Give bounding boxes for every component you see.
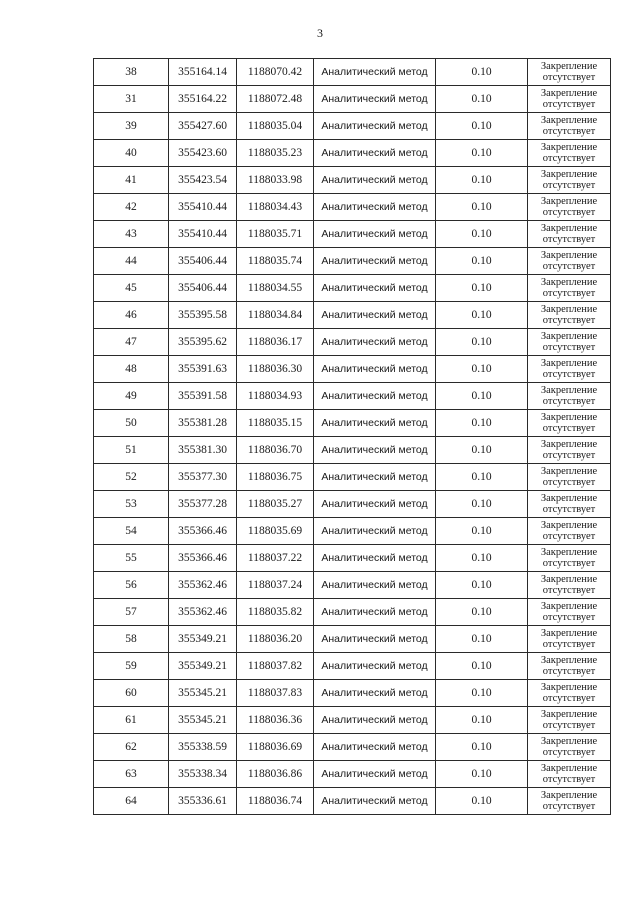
method-cell: Аналитический метод	[314, 113, 436, 140]
table-row	[94, 86, 611, 113]
method-cell: Аналитический метод	[314, 518, 436, 545]
fixation-text: Закрепление	[540, 385, 598, 396]
coordinate-y-cell: 1188033.98	[237, 167, 314, 194]
method-cell: Аналитический метод	[314, 680, 436, 707]
accuracy-cell: 0.10	[436, 518, 528, 545]
fixation-cell	[528, 356, 611, 383]
fixation-text: Закрепление	[540, 601, 598, 612]
table-row	[94, 356, 611, 383]
coordinate-x-cell: 355338.59	[169, 734, 237, 761]
accuracy-cell: 0.10	[436, 680, 528, 707]
point-number-cell: 38	[94, 59, 169, 86]
coordinate-x-cell: 355349.21	[169, 626, 237, 653]
table-row	[94, 248, 611, 275]
fixation-cell	[528, 680, 611, 707]
fixation-text: отсутствует	[542, 747, 596, 758]
method-cell: Аналитический метод	[314, 86, 436, 113]
coordinate-x-cell: 355164.14	[169, 59, 237, 86]
fixation-text: отсутствует	[542, 423, 596, 434]
fixation-text: отсутствует	[542, 234, 596, 245]
table-row	[94, 410, 611, 437]
table-row	[94, 653, 611, 680]
fixation-cell	[528, 275, 611, 302]
table-row	[94, 59, 611, 86]
fixation-text: Закрепление	[540, 169, 598, 180]
fixation-text: Закрепление	[540, 736, 598, 747]
method-cell: Аналитический метод	[314, 626, 436, 653]
accuracy-cell: 0.10	[436, 707, 528, 734]
fixation-cell	[528, 626, 611, 653]
table-row	[94, 221, 611, 248]
coordinate-x-cell: 355377.28	[169, 491, 237, 518]
table-row	[94, 329, 611, 356]
method-cell: Аналитический метод	[314, 248, 436, 275]
coordinate-y-cell: 1188036.69	[237, 734, 314, 761]
fixation-cell	[528, 140, 611, 167]
fixation-cell	[528, 194, 611, 221]
coordinate-y-cell: 1188036.70	[237, 437, 314, 464]
accuracy-cell: 0.10	[436, 275, 528, 302]
coordinate-x-cell: 355395.58	[169, 302, 237, 329]
fixation-text: отсутствует	[542, 801, 596, 812]
fixation-text: отсутствует	[542, 531, 596, 542]
fixation-text: отсутствует	[542, 369, 596, 380]
fixation-text: Закрепление	[540, 250, 598, 261]
method-cell: Аналитический метод	[314, 599, 436, 626]
point-number-cell: 58	[94, 626, 169, 653]
point-number-cell: 55	[94, 545, 169, 572]
coordinate-x-cell: 355362.46	[169, 599, 237, 626]
accuracy-cell: 0.10	[436, 599, 528, 626]
fixation-text: Закрепление	[540, 763, 598, 774]
table-row	[94, 437, 611, 464]
fixation-cell	[528, 302, 611, 329]
accuracy-cell: 0.10	[436, 626, 528, 653]
coordinate-x-cell: 355410.44	[169, 194, 237, 221]
fixation-text: отсутствует	[542, 261, 596, 272]
point-number-cell: 52	[94, 464, 169, 491]
fixation-text: Закрепление	[540, 709, 598, 720]
point-number-cell: 49	[94, 383, 169, 410]
accuracy-cell: 0.10	[436, 761, 528, 788]
accuracy-cell: 0.10	[436, 464, 528, 491]
fixation-text: отсутствует	[542, 126, 596, 137]
point-number-cell: 48	[94, 356, 169, 383]
fixation-text: отсутствует	[542, 180, 596, 191]
fixation-text: Закрепление	[540, 655, 598, 666]
fixation-cell	[528, 86, 611, 113]
point-number-cell: 53	[94, 491, 169, 518]
method-cell: Аналитический метод	[314, 653, 436, 680]
coordinate-x-cell: 355395.62	[169, 329, 237, 356]
fixation-text: отсутствует	[542, 342, 596, 353]
coordinate-x-cell: 355336.61	[169, 788, 237, 815]
coordinate-y-cell: 1188036.75	[237, 464, 314, 491]
coordinate-x-cell: 355391.63	[169, 356, 237, 383]
fixation-text: отсутствует	[542, 720, 596, 731]
table-row	[94, 275, 611, 302]
coordinate-x-cell: 355349.21	[169, 653, 237, 680]
fixation-cell	[528, 707, 611, 734]
table-row	[94, 167, 611, 194]
coordinate-y-cell: 1188036.86	[237, 761, 314, 788]
table-row	[94, 599, 611, 626]
point-number-cell: 50	[94, 410, 169, 437]
fixation-cell	[528, 437, 611, 464]
table-row	[94, 464, 611, 491]
coordinate-y-cell: 1188037.82	[237, 653, 314, 680]
table-row	[94, 707, 611, 734]
fixation-cell	[528, 383, 611, 410]
fixation-text: Закрепление	[540, 223, 598, 234]
coordinate-x-cell: 355423.54	[169, 167, 237, 194]
point-number-cell: 45	[94, 275, 169, 302]
table-row	[94, 734, 611, 761]
fixation-cell	[528, 491, 611, 518]
coordinate-y-cell: 1188034.84	[237, 302, 314, 329]
fixation-text: Закрепление	[540, 304, 598, 315]
point-number-cell: 39	[94, 113, 169, 140]
point-number-cell: 46	[94, 302, 169, 329]
fixation-text: Закрепление	[540, 358, 598, 369]
fixation-text: Закрепление	[540, 682, 598, 693]
fixation-text: отсутствует	[542, 666, 596, 677]
coordinate-y-cell: 1188036.17	[237, 329, 314, 356]
accuracy-cell: 0.10	[436, 572, 528, 599]
point-number-cell: 64	[94, 788, 169, 815]
coordinate-x-cell: 355391.58	[169, 383, 237, 410]
coordinate-x-cell: 355345.21	[169, 707, 237, 734]
method-cell: Аналитический метод	[314, 437, 436, 464]
coordinate-y-cell: 1188034.93	[237, 383, 314, 410]
point-number-cell: 42	[94, 194, 169, 221]
fixation-text: Закрепление	[540, 196, 598, 207]
coordinate-x-cell: 355164.22	[169, 86, 237, 113]
point-number-cell: 63	[94, 761, 169, 788]
point-number-cell: 44	[94, 248, 169, 275]
fixation-text: Закрепление	[540, 277, 598, 288]
fixation-text: отсутствует	[542, 315, 596, 326]
fixation-cell	[528, 464, 611, 491]
fixation-cell	[528, 410, 611, 437]
method-cell: Аналитический метод	[314, 140, 436, 167]
coordinate-x-cell: 355406.44	[169, 275, 237, 302]
table-row	[94, 113, 611, 140]
method-cell: Аналитический метод	[314, 221, 436, 248]
method-cell: Аналитический метод	[314, 464, 436, 491]
point-number-cell: 41	[94, 167, 169, 194]
fixation-cell	[528, 329, 611, 356]
table-row	[94, 491, 611, 518]
fixation-text: отсутствует	[542, 396, 596, 407]
coordinate-y-cell: 1188036.36	[237, 707, 314, 734]
coordinate-x-cell: 355366.46	[169, 545, 237, 572]
fixation-text: отсутствует	[542, 639, 596, 650]
fixation-text: отсутствует	[542, 585, 596, 596]
coordinate-x-cell: 355377.30	[169, 464, 237, 491]
point-number-cell: 60	[94, 680, 169, 707]
coordinate-x-cell: 355410.44	[169, 221, 237, 248]
table-row	[94, 626, 611, 653]
accuracy-cell: 0.10	[436, 248, 528, 275]
table-body	[94, 59, 611, 815]
table-row	[94, 383, 611, 410]
coordinate-y-cell: 1188037.83	[237, 680, 314, 707]
fixation-text: Закрепление	[540, 574, 598, 585]
fixation-text: Закрепление	[540, 439, 598, 450]
accuracy-cell: 0.10	[436, 194, 528, 221]
point-number-cell: 51	[94, 437, 169, 464]
fixation-text: отсутствует	[542, 558, 596, 569]
accuracy-cell: 0.10	[436, 302, 528, 329]
coordinate-y-cell: 1188037.22	[237, 545, 314, 572]
coordinate-y-cell: 1188035.71	[237, 221, 314, 248]
table-row	[94, 518, 611, 545]
point-number-cell: 54	[94, 518, 169, 545]
accuracy-cell: 0.10	[436, 491, 528, 518]
fixation-cell	[528, 221, 611, 248]
coordinate-y-cell: 1188035.23	[237, 140, 314, 167]
page-number: 3	[317, 26, 323, 40]
fixation-text: Закрепление	[540, 88, 598, 99]
fixation-cell	[528, 599, 611, 626]
accuracy-cell: 0.10	[436, 788, 528, 815]
coordinate-y-cell: 1188037.24	[237, 572, 314, 599]
method-cell: Аналитический метод	[314, 410, 436, 437]
fixation-cell	[528, 545, 611, 572]
fixation-text: отсутствует	[542, 477, 596, 488]
method-cell: Аналитический метод	[314, 788, 436, 815]
fixation-cell	[528, 113, 611, 140]
method-cell: Аналитический метод	[314, 707, 436, 734]
fixation-text: Закрепление	[540, 466, 598, 477]
coordinate-y-cell: 1188035.74	[237, 248, 314, 275]
coordinate-x-cell: 355381.28	[169, 410, 237, 437]
accuracy-cell: 0.10	[436, 653, 528, 680]
fixation-text: Закрепление	[540, 115, 598, 126]
coordinates-table	[93, 58, 611, 815]
accuracy-cell: 0.10	[436, 86, 528, 113]
table-row	[94, 572, 611, 599]
method-cell: Аналитический метод	[314, 356, 436, 383]
fixation-cell	[528, 518, 611, 545]
coordinate-y-cell: 1188035.04	[237, 113, 314, 140]
fixation-cell	[528, 788, 611, 815]
table-row	[94, 140, 611, 167]
coordinate-x-cell: 355406.44	[169, 248, 237, 275]
method-cell: Аналитический метод	[314, 545, 436, 572]
fixation-cell	[528, 59, 611, 86]
fixation-text: Закрепление	[540, 547, 598, 558]
accuracy-cell: 0.10	[436, 59, 528, 86]
fixation-text: отсутствует	[542, 72, 596, 83]
method-cell: Аналитический метод	[314, 761, 436, 788]
point-number-cell: 62	[94, 734, 169, 761]
fixation-text: Закрепление	[540, 331, 598, 342]
coordinate-x-cell: 355366.46	[169, 518, 237, 545]
fixation-text: Закрепление	[540, 628, 598, 639]
fixation-text: отсутствует	[542, 450, 596, 461]
accuracy-cell: 0.10	[436, 329, 528, 356]
fixation-text: Закрепление	[540, 412, 598, 423]
coordinate-y-cell: 1188070.42	[237, 59, 314, 86]
fixation-cell	[528, 653, 611, 680]
method-cell: Аналитический метод	[314, 275, 436, 302]
coordinate-y-cell: 1188036.74	[237, 788, 314, 815]
point-number-cell: 47	[94, 329, 169, 356]
method-cell: Аналитический метод	[314, 167, 436, 194]
fixation-text: отсутствует	[542, 612, 596, 623]
coordinate-x-cell: 355381.30	[169, 437, 237, 464]
coordinate-x-cell: 355427.60	[169, 113, 237, 140]
accuracy-cell: 0.10	[436, 140, 528, 167]
accuracy-cell: 0.10	[436, 437, 528, 464]
fixation-text: отсутствует	[542, 504, 596, 515]
point-number-cell: 31	[94, 86, 169, 113]
accuracy-cell: 0.10	[436, 734, 528, 761]
accuracy-cell: 0.10	[436, 221, 528, 248]
fixation-text: отсутствует	[542, 153, 596, 164]
fixation-text: отсутствует	[542, 693, 596, 704]
coordinate-x-cell: 355362.46	[169, 572, 237, 599]
fixation-text: отсутствует	[542, 288, 596, 299]
coordinate-y-cell: 1188035.15	[237, 410, 314, 437]
fixation-cell	[528, 572, 611, 599]
accuracy-cell: 0.10	[436, 545, 528, 572]
accuracy-cell: 0.10	[436, 167, 528, 194]
method-cell: Аналитический метод	[314, 194, 436, 221]
fixation-text: Закрепление	[540, 142, 598, 153]
point-number-cell: 56	[94, 572, 169, 599]
method-cell: Аналитический метод	[314, 383, 436, 410]
point-number-cell: 43	[94, 221, 169, 248]
accuracy-cell: 0.10	[436, 383, 528, 410]
point-number-cell: 59	[94, 653, 169, 680]
table-row	[94, 545, 611, 572]
point-number-cell: 40	[94, 140, 169, 167]
fixation-text: Закрепление	[540, 520, 598, 531]
fixation-text: Закрепление	[540, 790, 598, 801]
point-number-cell: 61	[94, 707, 169, 734]
fixation-text: Закрепление	[540, 493, 598, 504]
fixation-cell	[528, 734, 611, 761]
coordinate-x-cell: 355338.34	[169, 761, 237, 788]
coordinate-y-cell: 1188035.69	[237, 518, 314, 545]
coordinate-y-cell: 1188036.30	[237, 356, 314, 383]
fixation-cell	[528, 761, 611, 788]
coordinate-x-cell: 355423.60	[169, 140, 237, 167]
coordinate-y-cell: 1188036.20	[237, 626, 314, 653]
coordinate-y-cell: 1188034.55	[237, 275, 314, 302]
method-cell: Аналитический метод	[314, 302, 436, 329]
table-row	[94, 761, 611, 788]
method-cell: Аналитический метод	[314, 734, 436, 761]
method-cell: Аналитический метод	[314, 572, 436, 599]
method-cell: Аналитический метод	[314, 491, 436, 518]
coordinate-y-cell: 1188035.82	[237, 599, 314, 626]
fixation-text: отсутствует	[542, 99, 596, 110]
accuracy-cell: 0.10	[436, 113, 528, 140]
accuracy-cell: 0.10	[436, 356, 528, 383]
fixation-text: отсутствует	[542, 207, 596, 218]
table-row	[94, 194, 611, 221]
method-cell: Аналитический метод	[314, 329, 436, 356]
fixation-text: отсутствует	[542, 774, 596, 785]
fixation-text: Закрепление	[540, 61, 598, 72]
point-number-cell: 57	[94, 599, 169, 626]
method-cell: Аналитический метод	[314, 59, 436, 86]
coordinate-y-cell: 1188035.27	[237, 491, 314, 518]
table-row	[94, 302, 611, 329]
accuracy-cell: 0.10	[436, 410, 528, 437]
coordinate-y-cell: 1188072.48	[237, 86, 314, 113]
coordinate-y-cell: 1188034.43	[237, 194, 314, 221]
coordinate-x-cell: 355345.21	[169, 680, 237, 707]
fixation-cell	[528, 248, 611, 275]
fixation-cell	[528, 167, 611, 194]
table-row	[94, 788, 611, 815]
table-row	[94, 680, 611, 707]
